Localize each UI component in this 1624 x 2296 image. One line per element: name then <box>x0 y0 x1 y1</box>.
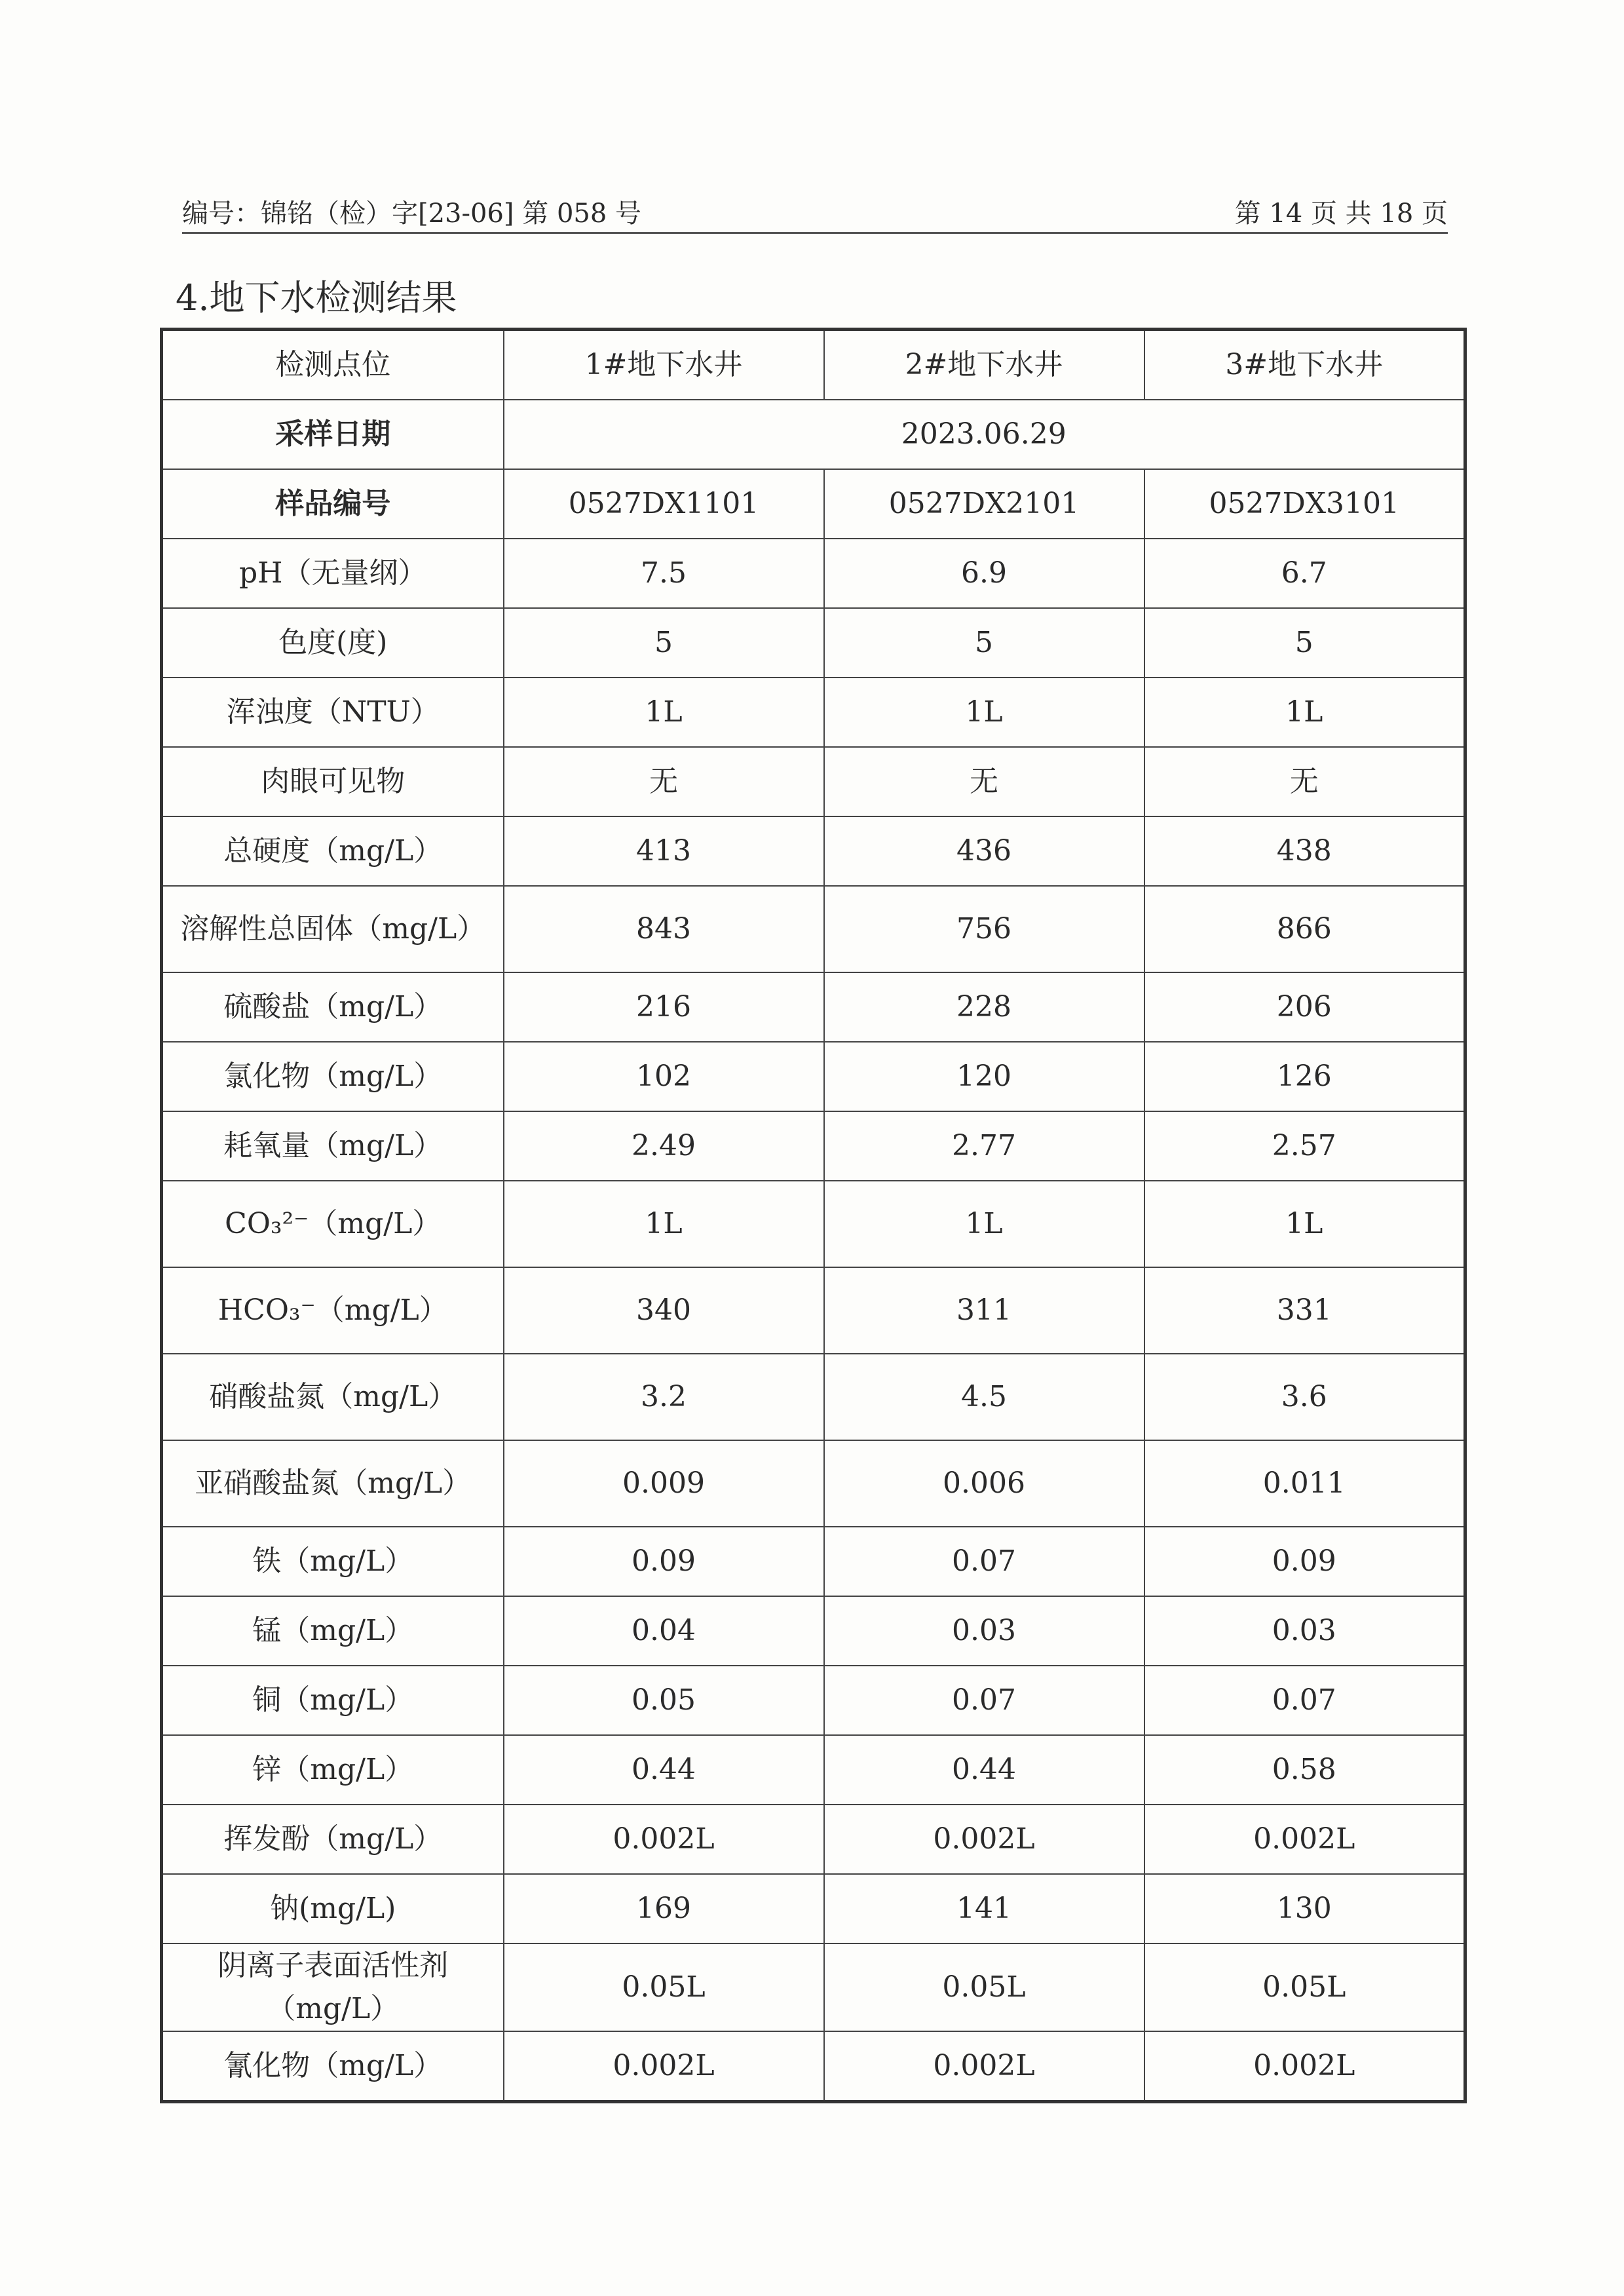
section-title: 4.地下水检测结果 <box>176 277 457 318</box>
value-cell: 0.002L <box>504 2031 824 2102</box>
parameter-label: CO₃²⁻（mg/L） <box>162 1181 504 1267</box>
sampling-date-row <box>162 400 1465 469</box>
value-cell: 756 <box>824 886 1144 972</box>
value-cell: 0.002L <box>824 2031 1144 2102</box>
value-cell: 0.07 <box>824 1527 1144 1596</box>
parameter-label: 总硬度（mg/L） <box>162 816 504 886</box>
table-row <box>162 1440 1465 1527</box>
parameter-label: 锌（mg/L） <box>162 1735 504 1805</box>
value-cell: 0.05 <box>504 1666 824 1735</box>
value-cell: 3.2 <box>504 1354 824 1440</box>
table-row <box>162 972 1465 1042</box>
value-cell: 866 <box>1144 886 1465 972</box>
parameter-label: 硝酸盐氮（mg/L） <box>162 1354 504 1440</box>
table-row <box>162 1943 1465 2031</box>
value-cell: 102 <box>504 1042 824 1111</box>
table-row <box>162 1666 1465 1735</box>
value-cell: 0.009 <box>504 1440 824 1527</box>
page-number: 第 14 页 共 18 页 <box>1234 199 1448 229</box>
value-cell: 1L <box>504 678 824 747</box>
table-row <box>162 1805 1465 1874</box>
header-cell-point: 检测点位 <box>162 330 504 400</box>
parameter-label: 亚硝酸盐氮（mg/L） <box>162 1440 504 1527</box>
value-cell: 无 <box>504 747 824 816</box>
parameter-label: 铜（mg/L） <box>162 1666 504 1735</box>
value-cell: 2.57 <box>1144 1111 1465 1181</box>
value-cell: 120 <box>824 1042 1144 1111</box>
table-row <box>162 1527 1465 1596</box>
sample-id-row <box>162 469 1465 539</box>
header-cell-well-1: 1#地下水井 <box>504 330 824 400</box>
value-cell: 0.07 <box>824 1666 1144 1735</box>
table-row <box>162 1596 1465 1666</box>
sample-id-cell: 0527DX1101 <box>504 469 824 539</box>
value-cell: 无 <box>1144 747 1465 816</box>
parameter-label: 氯化物（mg/L） <box>162 1042 504 1111</box>
value-cell: 5 <box>1144 608 1465 678</box>
table-row <box>162 539 1465 608</box>
table-row <box>162 1111 1465 1181</box>
value-cell: 3.6 <box>1144 1354 1465 1440</box>
table-body <box>162 330 1465 2102</box>
parameter-label: 溶解性总固体（mg/L） <box>162 886 504 972</box>
parameter-label: 挥发酚（mg/L） <box>162 1805 504 1874</box>
value-cell: 0.07 <box>1144 1666 1465 1735</box>
value-cell: 0.44 <box>824 1735 1144 1805</box>
value-cell: 1L <box>824 1181 1144 1267</box>
table-row <box>162 1042 1465 1111</box>
parameter-label: 铁（mg/L） <box>162 1527 504 1596</box>
parameter-label: 钠(mg/L) <box>162 1874 504 1943</box>
table-row <box>162 886 1465 972</box>
value-cell: 5 <box>824 608 1144 678</box>
value-cell: 413 <box>504 816 824 886</box>
table-row <box>162 1735 1465 1805</box>
parameter-label: 耗氧量（mg/L） <box>162 1111 504 1181</box>
header-cell-well-3: 3#地下水井 <box>1144 330 1465 400</box>
sample-id-cell: 0527DX3101 <box>1144 469 1465 539</box>
value-cell: 130 <box>1144 1874 1465 1943</box>
sampling-date-label: 采样日期 <box>162 400 504 469</box>
table-row <box>162 2031 1465 2102</box>
value-cell: 311 <box>824 1267 1144 1354</box>
value-cell: 438 <box>1144 816 1465 886</box>
value-cell: 126 <box>1144 1042 1465 1111</box>
value-cell: 169 <box>504 1874 824 1943</box>
table-row <box>162 816 1465 886</box>
parameter-label: 锰（mg/L） <box>162 1596 504 1666</box>
value-cell: 0.05L <box>1144 1943 1465 2031</box>
table-row <box>162 747 1465 816</box>
value-cell: 0.002L <box>824 1805 1144 1874</box>
value-cell: 436 <box>824 816 1144 886</box>
value-cell: 0.09 <box>504 1527 824 1596</box>
table-row <box>162 678 1465 747</box>
value-cell: 228 <box>824 972 1144 1042</box>
value-cell: 0.006 <box>824 1440 1144 1527</box>
value-cell: 0.09 <box>1144 1527 1465 1596</box>
value-cell: 5 <box>504 608 824 678</box>
value-cell: 843 <box>504 886 824 972</box>
value-cell: 0.05L <box>824 1943 1144 2031</box>
value-cell: 1L <box>504 1181 824 1267</box>
value-cell: 1L <box>824 678 1144 747</box>
value-cell: 2.77 <box>824 1111 1144 1181</box>
value-cell: 1L <box>1144 678 1465 747</box>
value-cell: 0.03 <box>824 1596 1144 1666</box>
value-cell: 0.03 <box>1144 1596 1465 1666</box>
value-cell: 6.7 <box>1144 539 1465 608</box>
value-cell: 206 <box>1144 972 1465 1042</box>
value-cell: 1L <box>1144 1181 1465 1267</box>
table-row <box>162 1874 1465 1943</box>
table-row <box>162 608 1465 678</box>
table-row <box>162 1354 1465 1440</box>
sample-id-label: 样品编号 <box>162 469 504 539</box>
value-cell: 0.58 <box>1144 1735 1465 1805</box>
parameter-label: 色度(度) <box>162 608 504 678</box>
value-cell: 0.002L <box>1144 1805 1465 1874</box>
table-row <box>162 1267 1465 1354</box>
parameter-label: 阴离子表面活性剂（mg/L） <box>162 1943 504 2031</box>
parameter-label: HCO₃⁻（mg/L） <box>162 1267 504 1354</box>
value-cell: 331 <box>1144 1267 1465 1354</box>
value-cell: 6.9 <box>824 539 1144 608</box>
parameter-label: 浑浊度（NTU） <box>162 678 504 747</box>
value-cell: 7.5 <box>504 539 824 608</box>
parameter-label: pH（无量纲） <box>162 539 504 608</box>
parameter-label: 氰化物（mg/L） <box>162 2031 504 2102</box>
value-cell: 2.49 <box>504 1111 824 1181</box>
value-cell: 0.002L <box>504 1805 824 1874</box>
value-cell: 340 <box>504 1267 824 1354</box>
parameter-label: 肉眼可见物 <box>162 747 504 816</box>
value-cell: 141 <box>824 1874 1144 1943</box>
value-cell: 0.04 <box>504 1596 824 1666</box>
sampling-date-value: 2023.06.29 <box>504 400 1465 469</box>
table-row <box>162 1181 1465 1267</box>
value-cell: 4.5 <box>824 1354 1144 1440</box>
value-cell: 0.002L <box>1144 2031 1465 2102</box>
table-header-row <box>162 330 1465 400</box>
value-cell: 0.011 <box>1144 1440 1465 1527</box>
header-cell-well-2: 2#地下水井 <box>824 330 1144 400</box>
document-number: 编号：锦铭（检）字[23-06] 第 058 号 <box>182 199 642 229</box>
value-cell: 216 <box>504 972 824 1042</box>
parameter-label: 硫酸盐（mg/L） <box>162 972 504 1042</box>
value-cell: 0.44 <box>504 1735 824 1805</box>
sample-id-cell: 0527DX2101 <box>824 469 1144 539</box>
value-cell: 0.05L <box>504 1943 824 2031</box>
page-header <box>182 195 1448 234</box>
value-cell: 无 <box>824 747 1144 816</box>
groundwater-results-table <box>160 328 1467 2103</box>
